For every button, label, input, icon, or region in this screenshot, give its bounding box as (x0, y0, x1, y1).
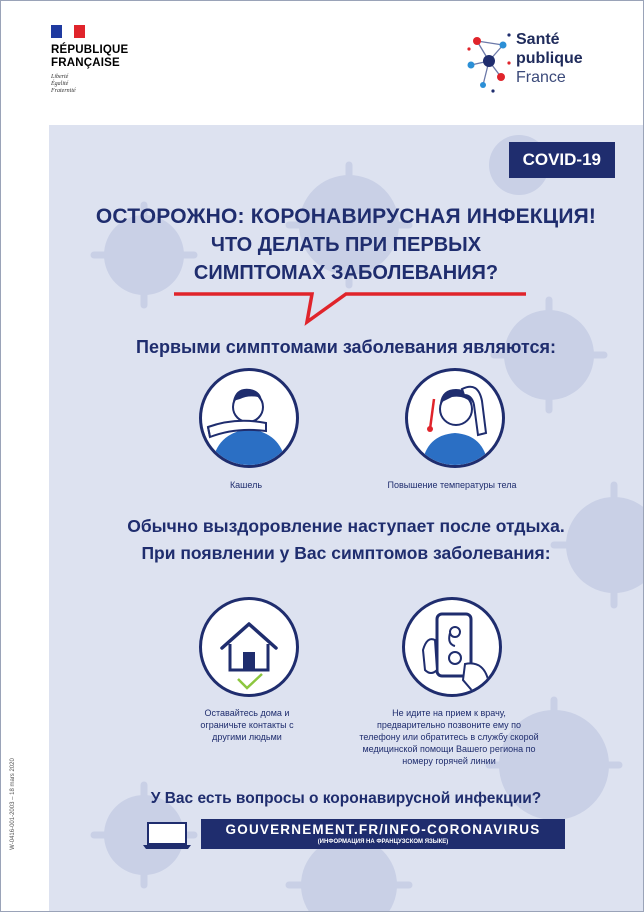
main-title: ОСТОРОЖНО: КОРОНАВИРУСНАЯ ИНФЕКЦИЯ! (95, 205, 597, 228)
info-panel (49, 125, 643, 911)
speech-line-icon (174, 288, 526, 328)
agency-name: Santé publique France (516, 31, 583, 86)
fever-icon (405, 368, 505, 468)
sante-publique-france-logo (463, 27, 603, 97)
phone-call-icon (402, 597, 502, 697)
molecule-logo-icon (463, 27, 515, 97)
republic-name-line1: RÉPUBLIQUE (51, 44, 129, 56)
laptop-icon (143, 822, 191, 850)
cough-icon (199, 368, 299, 468)
info-url[interactable]: GOUVERNEMENT.FR/INFO-CORONAVIRUS (225, 822, 541, 837)
subtitle: ЧТО ДЕЛАТЬ ПРИ ПЕРВЫХ СИМПТОМАХ ЗАБОЛЕВАНИЯ? (193, 234, 499, 284)
symptom-label-fever: Повышение температуры тела (387, 480, 517, 490)
questions-prompt: У Вас есть вопросы о коронавирусной инфекции? (150, 790, 542, 807)
republic-name-line2: FRANÇAISE (51, 57, 120, 69)
document-reference: W-0416-001-2003 – 18 mars 2020 (9, 758, 16, 850)
symptom-label-cough: Кашель (229, 480, 263, 490)
motto: Liberté Égalité Fraternité (51, 74, 76, 94)
language-note: (ИНФОРМАЦИЯ НА ФРАНЦУЗСКОМ ЯЗЫКЕ) (317, 839, 449, 845)
home-advice: Оставайтесь дома и ограничьте контакты с другими людьми (200, 708, 294, 742)
covid-badge: COVID-19 (509, 142, 615, 178)
symptoms-heading: Первыми симптомами заболевания являются: (136, 337, 556, 357)
republique-francaise-logo (51, 25, 161, 95)
french-flag-icon (51, 25, 85, 38)
info-link[interactable] (201, 819, 565, 849)
home-icon (199, 597, 299, 697)
recommendations-heading: Обычно выздоровление наступает после отдыха. При появлении у Вас симптомов заболевания: (127, 516, 565, 563)
call-doctor-advice: Не идите на прием к врачу, предварительно позвоните ему по телефону или обратитесь в службу скорой медицинской помощи Вашего региона по номеру горячей линии (359, 708, 539, 766)
